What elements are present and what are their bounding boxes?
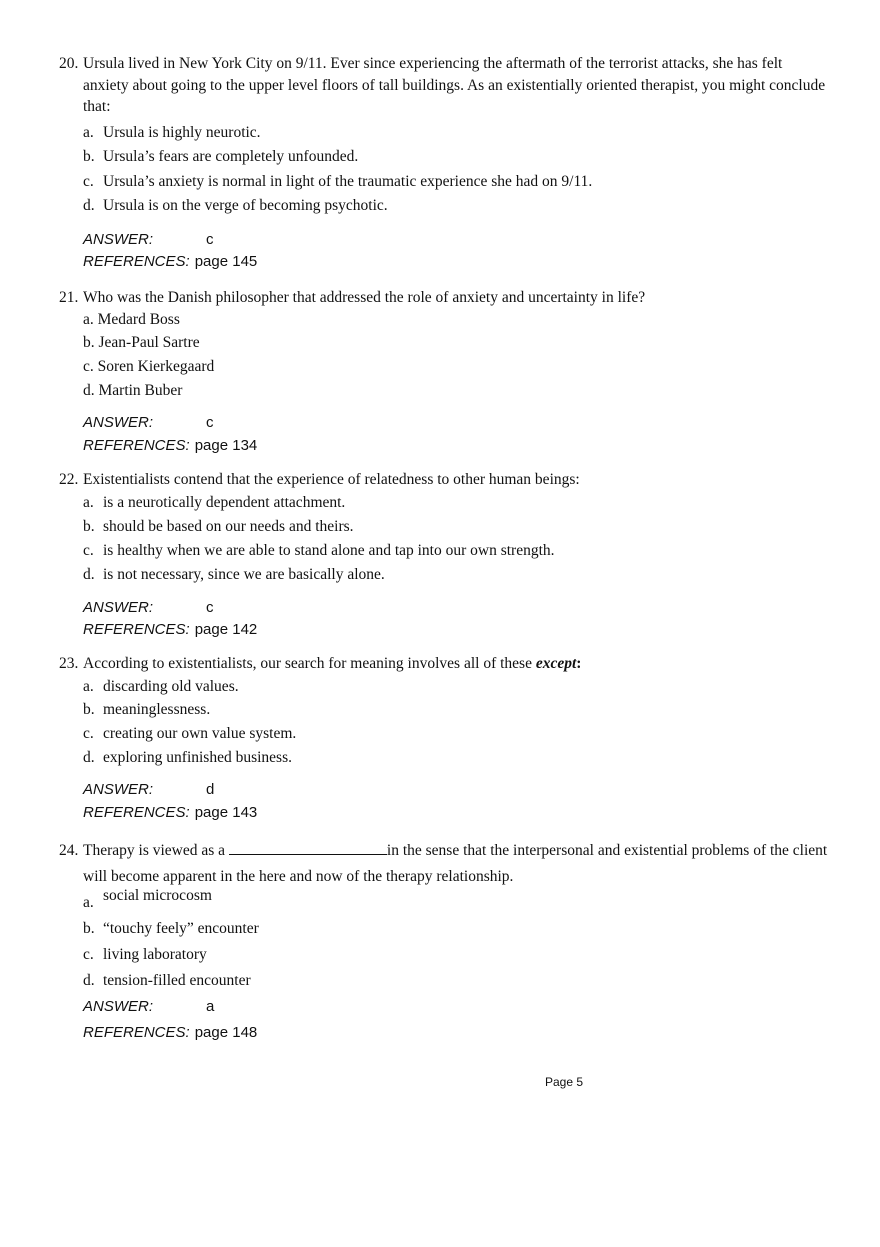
answer-value: c xyxy=(206,230,214,248)
references-line: REFERENCES: page 134 xyxy=(83,436,258,454)
question-number: 22. xyxy=(59,471,79,488)
question-20 xyxy=(59,53,829,274)
references-value: page 134 xyxy=(194,436,258,454)
question-text: Who was the Danish philosopher that addressed the role of anxiety and uncertainty in life? xyxy=(83,289,646,306)
question-24 xyxy=(59,838,829,1046)
answer-option-d: d. is not necessary, since we are basically alone. xyxy=(83,565,385,583)
answer-block xyxy=(59,779,829,824)
answer-line: ANSWER: c xyxy=(83,414,214,432)
answer-line: ANSWER: a xyxy=(83,998,215,1015)
references-line: REFERENCES: page 145 xyxy=(83,253,258,270)
answer-line: ANSWER: c xyxy=(83,230,214,248)
answer-block xyxy=(59,597,829,642)
answer-option-b: b. Jean-Paul Sartre xyxy=(83,334,200,352)
question-stem xyxy=(59,469,829,491)
question-number: 24. xyxy=(59,842,79,859)
question-number: 20. xyxy=(59,55,79,72)
question-stem xyxy=(59,838,829,890)
answer-line: ANSWER: c xyxy=(83,598,214,616)
answer-block xyxy=(59,229,829,274)
answer-option-c: c. is healthy when we are able to stand alone and tap into our own strength. xyxy=(83,541,555,559)
references-line: REFERENCES: page 142 xyxy=(83,621,258,638)
answer-value: c xyxy=(206,414,214,432)
references-value: page 142 xyxy=(194,621,258,638)
answer-option-c: c. Soren Kierkegaard xyxy=(83,357,215,375)
answer-option-b: b. should be based on our needs and theirs. xyxy=(83,517,354,535)
question-emphasis: except xyxy=(535,655,577,672)
answer-line: ANSWER: d xyxy=(83,781,215,799)
references-value: page 148 xyxy=(194,1024,258,1041)
answer-option-c: c. living laboratory xyxy=(83,946,207,963)
answer-option-d: d. Ursula is on the verge of becoming psychotic. xyxy=(83,197,388,214)
question-number: 21. xyxy=(59,289,79,306)
question-text: Existentialists contend that the experience of relatedness to other human beings: xyxy=(83,471,580,488)
page-number: Page 5 xyxy=(545,1075,584,1089)
answer-option-a: a. Medard Boss xyxy=(83,310,180,328)
answer-option-a: a. Ursula is highly neurotic. xyxy=(83,123,261,141)
question-text-after: in the sense that the interpersonal and existential problems of the client will become apparent in the here and now of the therapy relationship. xyxy=(83,842,828,885)
answer-block xyxy=(59,412,829,457)
question-23 xyxy=(59,653,829,824)
fill-in-blank xyxy=(229,842,387,855)
answer-block xyxy=(59,994,829,1046)
answer-option-a: a. social microcosm xyxy=(83,887,212,911)
answer-option-c: c. creating our own value system. xyxy=(83,724,297,742)
question-text-before: Therapy is viewed as a xyxy=(83,842,226,859)
answer-option-b: b. meaninglessness. xyxy=(83,701,211,719)
answer-option-d: d. Martin Buber xyxy=(83,381,183,399)
answer-option-c: c. Ursula’s anxiety is normal in light of the traumatic experience she had on 9/11. xyxy=(83,172,593,190)
references-value: page 143 xyxy=(194,803,258,821)
answer-option-d: d. exploring unfinished business. xyxy=(83,748,292,766)
references-line: REFERENCES: page 148 xyxy=(83,1024,258,1041)
answer-value: d xyxy=(206,781,215,799)
question-text: According to existentialists, our search for meaning involves all of these xyxy=(83,655,532,672)
question-stem: 23. According to existentialists, our search for meaning involves all of these except: xyxy=(59,653,829,675)
question-22 xyxy=(59,469,829,642)
question-stem xyxy=(59,53,829,118)
answer-value: c xyxy=(206,598,214,616)
answer-option-d: d. tension-filled encounter xyxy=(83,972,251,989)
answer-option-b: b. Ursula’s fears are completely unfounded. xyxy=(83,148,359,165)
question-21 xyxy=(59,287,829,457)
question-text: Ursula lived in New York City on 9/11. Ever since experiencing the aftermath of the terrorist attacks, she has felt anxiety about going to the upper level floors of tall buildings. As an existentially oriented therapist, you might conclude that: xyxy=(83,55,826,115)
question-stem xyxy=(59,287,829,309)
references-value: page 145 xyxy=(194,253,258,270)
answer-value: a xyxy=(206,998,215,1015)
question-number: 23. xyxy=(59,655,79,672)
answer-option-b: b. “touchy feely” encounter xyxy=(83,920,259,937)
answer-option-a: a. is a neurotically dependent attachment. xyxy=(83,493,346,511)
answer-option-a: a. discarding old values. xyxy=(83,677,239,695)
references-line: REFERENCES: page 143 xyxy=(83,803,258,821)
